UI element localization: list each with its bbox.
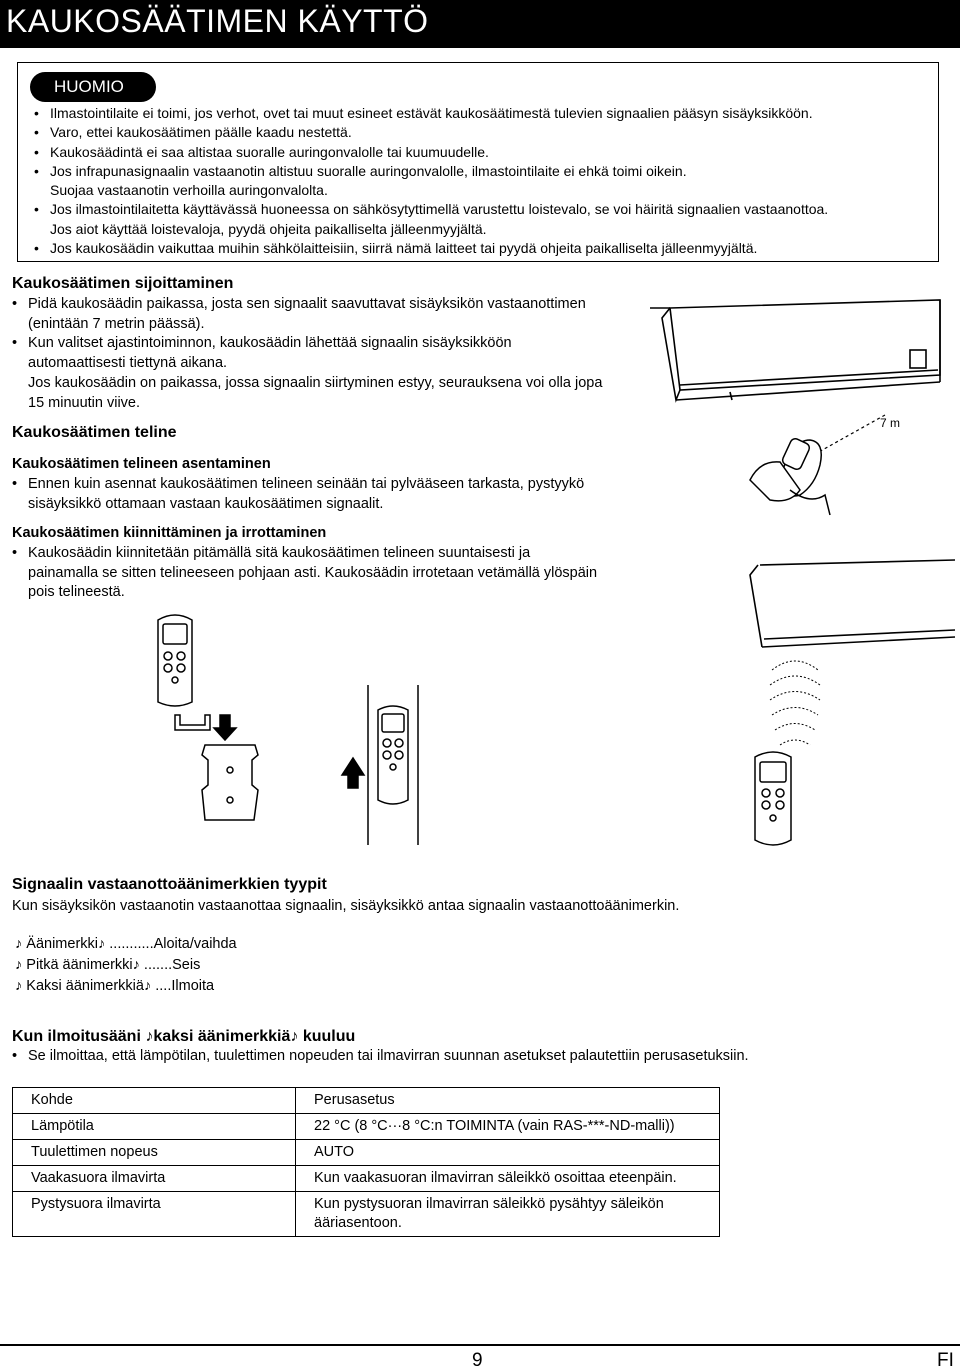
music-note-icon: ♪ xyxy=(145,1028,154,1045)
notice-list xyxy=(34,104,934,258)
holder-heading: Kaukosäätimen teline xyxy=(12,424,177,441)
table-header-cell: Kohde xyxy=(13,1088,296,1114)
holder-install-list xyxy=(12,475,592,514)
signal-types-intro: Kun sisäyksikön vastaanotin vastaanottaa signaalin, sisäyksikkö antaa signaalin vastaanottoäänimerkin. xyxy=(12,898,680,914)
notice-item: • Ilmastointilaite ei toimi, jos verhot, ovet tai muut esineet estävät kaukosäätimestä tulevien signaalien pääsyn sisäyksikköön. xyxy=(34,104,934,123)
remote-control-icon xyxy=(755,752,791,845)
arrow-up-icon xyxy=(342,758,364,788)
page-number: 9 xyxy=(472,1350,483,1371)
placement-list xyxy=(12,295,612,413)
signal-waves-icon xyxy=(770,661,820,745)
tone-item: ♪ Kaksi äänimerkkiä♪ ....Ilmoita xyxy=(15,978,215,994)
notice-item: Suojaa vastaanotin verhoilla auringonvalolta. xyxy=(50,182,328,199)
music-note-icon: ♪ xyxy=(290,1028,299,1045)
table-row xyxy=(13,1140,720,1166)
notify-heading: Kun ilmoitusääni ♪kaksi äänimerkkiä♪ kuuluu xyxy=(12,1028,356,1045)
defaults-table xyxy=(12,1087,720,1237)
table-header-row xyxy=(13,1088,720,1114)
music-note-icon: ♪ xyxy=(15,978,23,994)
holder-install-item: • Ennen kuin asennat kaukosäätimen telineen seinään tai pylvääseen tarkasta, pystyykö sisäyksikkö ottamaan vastaan kaukosäätimen signaalit. xyxy=(12,475,592,514)
language-code: FI xyxy=(937,1350,954,1371)
table-cell: AUTO xyxy=(296,1140,720,1166)
table-cell: Kun pystysuoran ilmavirran säleikkö pysähtyy säleikön ääriasentoon. xyxy=(296,1192,720,1237)
holder-attach-heading: Kaukosäätimen kiinnittäminen ja irrottaminen xyxy=(12,525,327,541)
distance-label: 7 m xyxy=(880,416,901,430)
placement-item: • Kun valitset ajastintoiminnon, kaukosäädin lähettää signaalin sisäyksikköön automaattisesti tiettynä aikana. xyxy=(12,334,612,373)
music-note-icon: ♪ xyxy=(98,936,106,952)
table-cell: Pystysuora ilmavirta xyxy=(13,1192,296,1237)
holder-illustration xyxy=(150,610,450,850)
footer-divider xyxy=(0,1344,960,1346)
table-cell: 22 °C (8 °C···8 °C:n TOIMINTA (vain RAS-***-ND-malli)) xyxy=(296,1114,720,1140)
holder-attach-item: • Kaukosäädin kiinnitetään pitämällä sitä kaukosäätimen telineen suuntaisesti ja painamalla se sitten telineeseen pohjaan asti. Kaukosäädin irrotetaan vetämällä ylöspäin pois telineestä. xyxy=(12,544,602,603)
title-bar xyxy=(0,0,960,48)
placement-heading: Kaukosäätimen sijoittaminen xyxy=(12,275,234,292)
music-note-icon: ♪ xyxy=(132,957,140,973)
notify-item: • Se ilmoittaa, että lämpötilan, tuulettimen nopeuden tai ilmavirran suunnan asetukset palautettiin perusasetuksiin. xyxy=(12,1047,932,1067)
notice-item: • Jos kaukosäädin vaikuttaa muihin sähkölaitteisiin, siirrä nämä laitteet tai pyydä ohjeita paikalliselta jälleenmyyjältä. xyxy=(34,239,934,258)
table-row xyxy=(13,1114,720,1140)
tone-item: ♪ Äänimerkki♪ ...........Aloita/vaihda xyxy=(15,936,237,952)
hand-remote-icon xyxy=(750,437,830,515)
table-cell: Kun vaakasuoran ilmavirran säleikkö osoittaa eteenpäin. xyxy=(296,1166,720,1192)
notice-badge: HUOMIO xyxy=(30,72,156,102)
holder-install-heading: Kaukosäätimen telineen asentaminen xyxy=(12,456,271,472)
notice-item: • Jos ilmastointilaitetta käyttävässä huoneessa on sähkösytyttimellä varustettu loistevalo, se voi häiritä signaalien vastaanottoa. xyxy=(34,200,934,219)
table-header-cell: Perusasetus xyxy=(296,1088,720,1114)
music-note-icon: ♪ xyxy=(143,978,152,994)
notice-item: • Kaukosäädintä ei saa altistaa suoralle auringonvalolle tai kuumuudelle. xyxy=(34,143,934,162)
placement-item: Jos kaukosäädin on paikassa, jossa signaalin siirtyminen estyy, seurauksena voi olla jopa 15 minuutin viive. xyxy=(28,374,603,411)
music-note-icon: ♪ xyxy=(15,957,23,973)
table-cell: Vaakasuora ilmavirta xyxy=(13,1166,296,1192)
page-title: KAUKOSÄÄTIMEN KÄYTTÖ xyxy=(6,3,429,39)
notice-item: • Jos infrapunasignaalin vastaanotin altistuu suoralle auringonvalolle, ilmastointilaite ei ehkä toimi oikein. xyxy=(34,162,934,181)
table-cell: Lämpötila xyxy=(13,1114,296,1140)
table-row xyxy=(13,1166,720,1192)
holder-attach-list xyxy=(12,544,602,603)
placement-item: • Pidä kaukosäädin paikassa, josta sen signaalit saavuttavat sisäyksikön vastaanottimen (enintään 7 metrin päässä). xyxy=(12,295,612,334)
notice-item: • Varo, ettei kaukosäätimen päälle kaadu nestettä. xyxy=(34,123,934,142)
indoor-unit-illustration xyxy=(640,290,950,520)
notice-box xyxy=(17,62,939,262)
signal-illustration xyxy=(740,535,960,855)
tone-item: ♪ Pitkä äänimerkki♪ .......Seis xyxy=(15,957,201,973)
signal-types-heading: Signaalin vastaanottoäänimerkkien tyypit xyxy=(12,876,327,893)
table-cell: Tuulettimen nopeus xyxy=(13,1140,296,1166)
arrow-down-icon xyxy=(214,715,236,740)
remote-holder-icon xyxy=(202,745,258,820)
notice-item: Jos aiot käyttää loistevaloja, pyydä ohjeita paikalliselta jälleenmyyjältä. xyxy=(50,220,487,237)
music-note-icon: ♪ xyxy=(15,936,23,952)
notify-list xyxy=(12,1047,932,1067)
table-row xyxy=(13,1192,720,1237)
